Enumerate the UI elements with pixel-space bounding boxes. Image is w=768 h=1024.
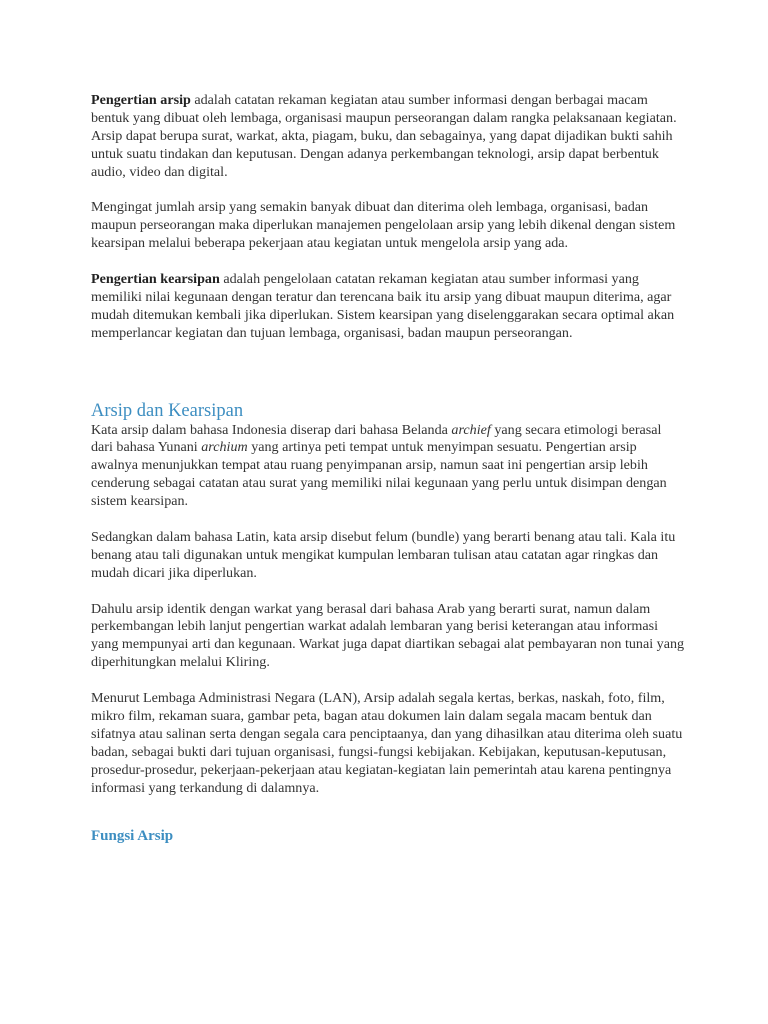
paragraph-pengertian-arsip	[91, 92, 685, 182]
paragraph-text: yang secara etimologi berasal dari bahasa Yunani	[91, 421, 662, 456]
paragraph-text: Kata arsip dalam bahasa Indonesia diserap dari bahasa Belanda	[91, 421, 452, 438]
paragraph-lan: Menurut Lembaga Administrasi Negara (LAN), Arsip adalah segala kertas, berkas, naskah, foto, film, mikro film, rekaman suara, gambar peta, bagan atau dokumen lain dalam segala macam bentuk dan sifatnya atau salinan serta dengan segala cara penciptaanya, dan yang dihasilkan atau diterima oleh suatu badan, sebagai bukti dari tujuan organisasi, fungsi-fungsi kebijakan. Kebijakan, keputusan-keputusan, prosedur-prosedur, pekerjaan-pekerjaan atau kegiatan-kegiatan lain pemerintah atau karena pentingnya informasi yang terkandung di dalamnya.	[91, 690, 683, 796]
term-archium: archium	[201, 439, 248, 456]
paragraph-pengertian-kearsipan	[91, 271, 685, 343]
paragraph-text: adalah pengelolaan catatan rekaman kegiatan atau sumber informasi yang memiliki nilai kegunaan dengan teratur dan terencana baik itu arsip yang dibuat maupun diterima, agar mudah ditemukan kembali jika diperlukan. Sistem kearsipan yang diselenggarakan secara optimal akan memperlancar kegiatan dan tujuan lembaga, organisasi, badan maupun perseorangan.	[91, 271, 675, 341]
paragraph-text: adalah catatan rekaman kegiatan atau sumber informasi dengan berbagai macam bentuk yang dibuat oleh lembaga, organisasi maupun perseorangan dalam rangka pelaksanaan kegiatan. Arsip dapat berupa surat, warkat, akta, piagam, buku, dan sebagainya, yang dapat dijadikan bukti sahih untuk suatu tindakan dan keputusan. Dengan adanya perkembangan teknologi, arsip dapat berbentuk audio, video dan digital.	[91, 92, 677, 180]
section-gap	[91, 361, 685, 400]
heading-fungsi-arsip: Fungsi Arsip	[91, 828, 174, 845]
term-pengertian-kearsipan: Pengertian kearsipan	[91, 271, 220, 288]
document-page	[91, 92, 685, 845]
term-pengertian-arsip: Pengertian arsip	[91, 92, 191, 108]
paragraph-warkat: Dahulu arsip identik dengan warkat yang berasal dari bahasa Arab yang berarti surat, namun dalam perkembangan lebih lanjut pengertian warkat adalah lembaran yang berisi keterangan atau informasi yang mempunyai arti dan kegunaan. Warkat juga dapat diartikan sebagai alat pembayaran non tunai yang diperhitungkan melalui Kliring.	[91, 600, 685, 671]
term-archief: archief	[451, 421, 491, 438]
paragraph-manajemen-arsip: Mengingat jumlah arsip yang semakin banyak dibuat dan diterima oleh lembaga, organisasi, badan maupun perseorangan maka diperlukan manajemen pengelolaan arsip yang lebih dikenal dengan sistem kearsipan melalui beberapa pekerjaan atau kegiatan untuk mengelola arsip yang ada.	[91, 199, 676, 252]
paragraph-text: yang artinya peti tempat untuk menyimpan sesuatu. Pengertian arsip awalnya menunjukkan tempat atau ruang penyimpanan arsip, namun saat ini pengertian arsip lebih cenderung sebagai catatan atau surat yang memiliki nilai kegunaan yang perlu untuk disimpan dengan sistem kearsipan.	[91, 439, 667, 510]
section-gap	[91, 815, 685, 827]
paragraph-etimologi	[91, 422, 685, 512]
paragraph-bahasa-latin: Sedangkan dalam bahasa Latin, kata arsip disebut felum (bundle) yang berarti benang atau tali. Kala itu benang atau tali digunakan untuk mengikat kumpulan lembaran tulisan atau catatan agar ringkas dan mudah dicari jika diperlukan.	[91, 528, 676, 581]
heading-arsip-dan-kearsipan: Arsip dan Kearsipan	[91, 400, 244, 421]
